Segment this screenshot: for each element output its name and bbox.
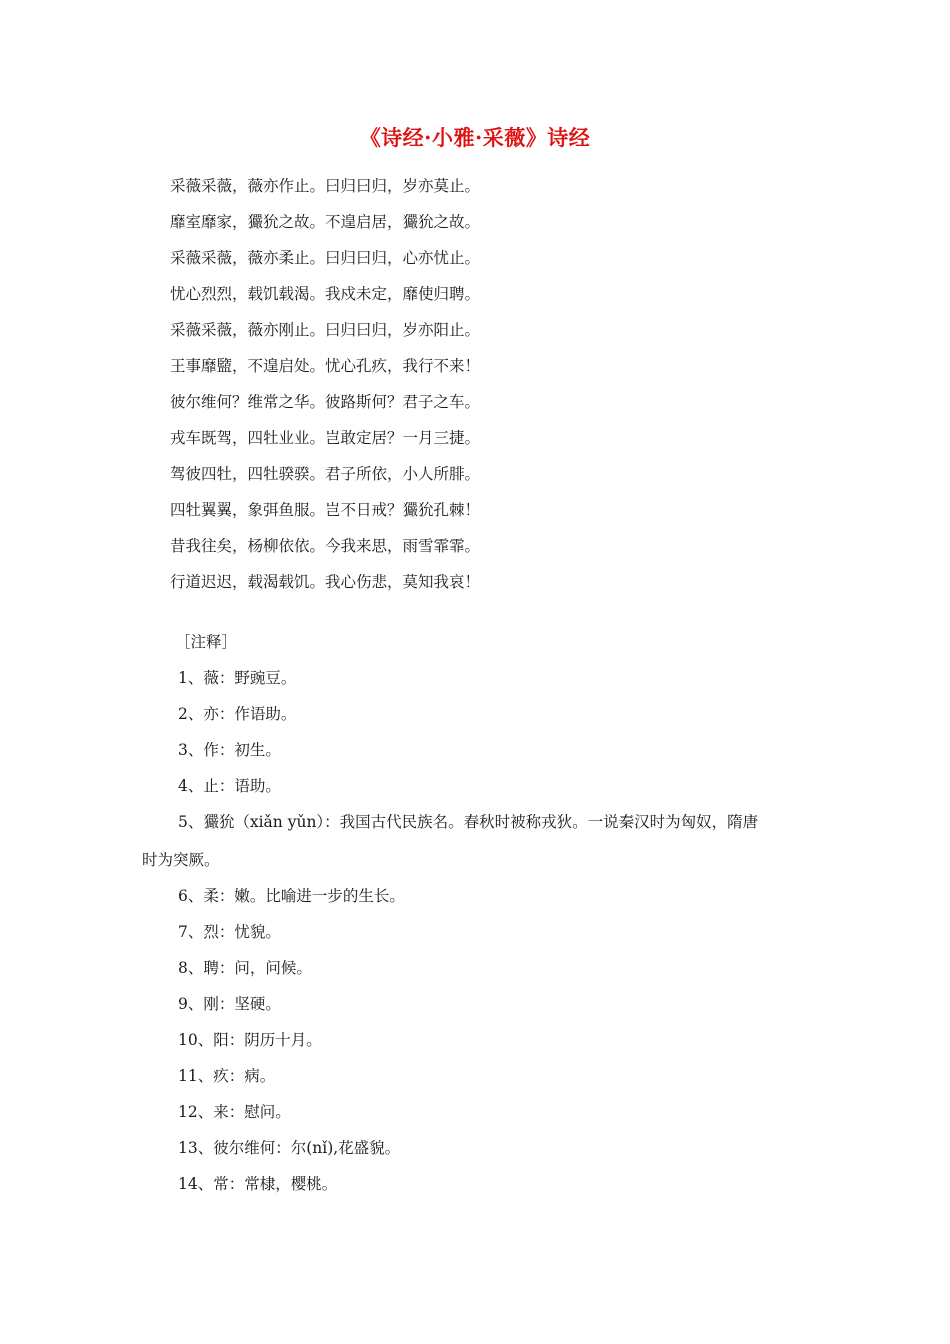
poem-line: 昔我往矣，杨柳依依。今我来思，雨雪霏霏。 xyxy=(170,537,481,555)
note-item: 8、聘：问，问候。 xyxy=(178,959,312,977)
poem-body xyxy=(170,176,810,608)
poem-line: 王事靡盬，不遑启处。忧心孔疚，我行不来！ xyxy=(170,357,481,375)
poem-line: 戎车既驾，四牡业业。岂敢定居？一月三捷。 xyxy=(170,429,481,447)
poem-line: 靡室靡家，玁狁之故。不遑启居，玁狁之故。 xyxy=(170,213,481,231)
note-item: 2、亦：作语助。 xyxy=(178,705,297,723)
poem-line: 行道迟迟，载渴载饥。我心伤悲，莫知我哀！ xyxy=(170,573,481,591)
note-item: 1、薇：野豌豆。 xyxy=(178,669,297,687)
note-item: 10、阳：阴历十月。 xyxy=(178,1031,322,1049)
poem-line: 忧心烈烈，载饥载渴。我戍未定，靡使归聘。 xyxy=(170,285,481,303)
note-item: 13、彼尔维何：尔(nǐ),花盛貌。 xyxy=(178,1139,401,1157)
note-item: 3、作：初生。 xyxy=(178,741,281,759)
page-title: 《诗经·小雅·采薇》诗经 xyxy=(359,125,591,150)
poem-line: 彼尔维何？维常之华。彼路斯何？君子之车。 xyxy=(170,393,481,411)
note-item: 12、来：慰问。 xyxy=(178,1103,291,1121)
notes-section xyxy=(142,632,810,1210)
poem-line: 四牡翼翼，象弭鱼服。岂不日戒？玁狁孔棘！ xyxy=(170,501,481,519)
note-item: 7、烈：忧貌。 xyxy=(178,923,281,941)
note-item: 11、疚：病。 xyxy=(178,1067,276,1085)
note-item xyxy=(142,812,810,870)
poem-line: 采薇采薇，薇亦柔止。曰归曰归，心亦忧止。 xyxy=(170,249,481,267)
note-item: 4、止：语助。 xyxy=(178,777,281,795)
poem-line: 驾彼四牡，四牡骙骙。君子所依，小人所腓。 xyxy=(170,465,481,483)
note-item: 6、柔：嫩。比喻进一步的生长。 xyxy=(178,887,405,905)
note-item: 14、常：常棣，樱桃。 xyxy=(178,1175,338,1193)
note-item: 9、刚：坚硬。 xyxy=(178,995,281,1013)
note-text: 5、玁狁（xiǎn yǔn）：我国古代民族名。春秋时被称戎狄。一说秦汉时为匈奴，隋唐 xyxy=(178,813,759,831)
poem-line: 采薇采薇，薇亦刚止。曰归曰归，岁亦阳止。 xyxy=(170,321,481,339)
note-continuation: 时为突厥。 xyxy=(142,851,220,869)
notes-heading: ［注释］ xyxy=(175,633,238,651)
poem-line: 采薇采薇，薇亦作止。曰归曰归，岁亦莫止。 xyxy=(170,177,481,195)
